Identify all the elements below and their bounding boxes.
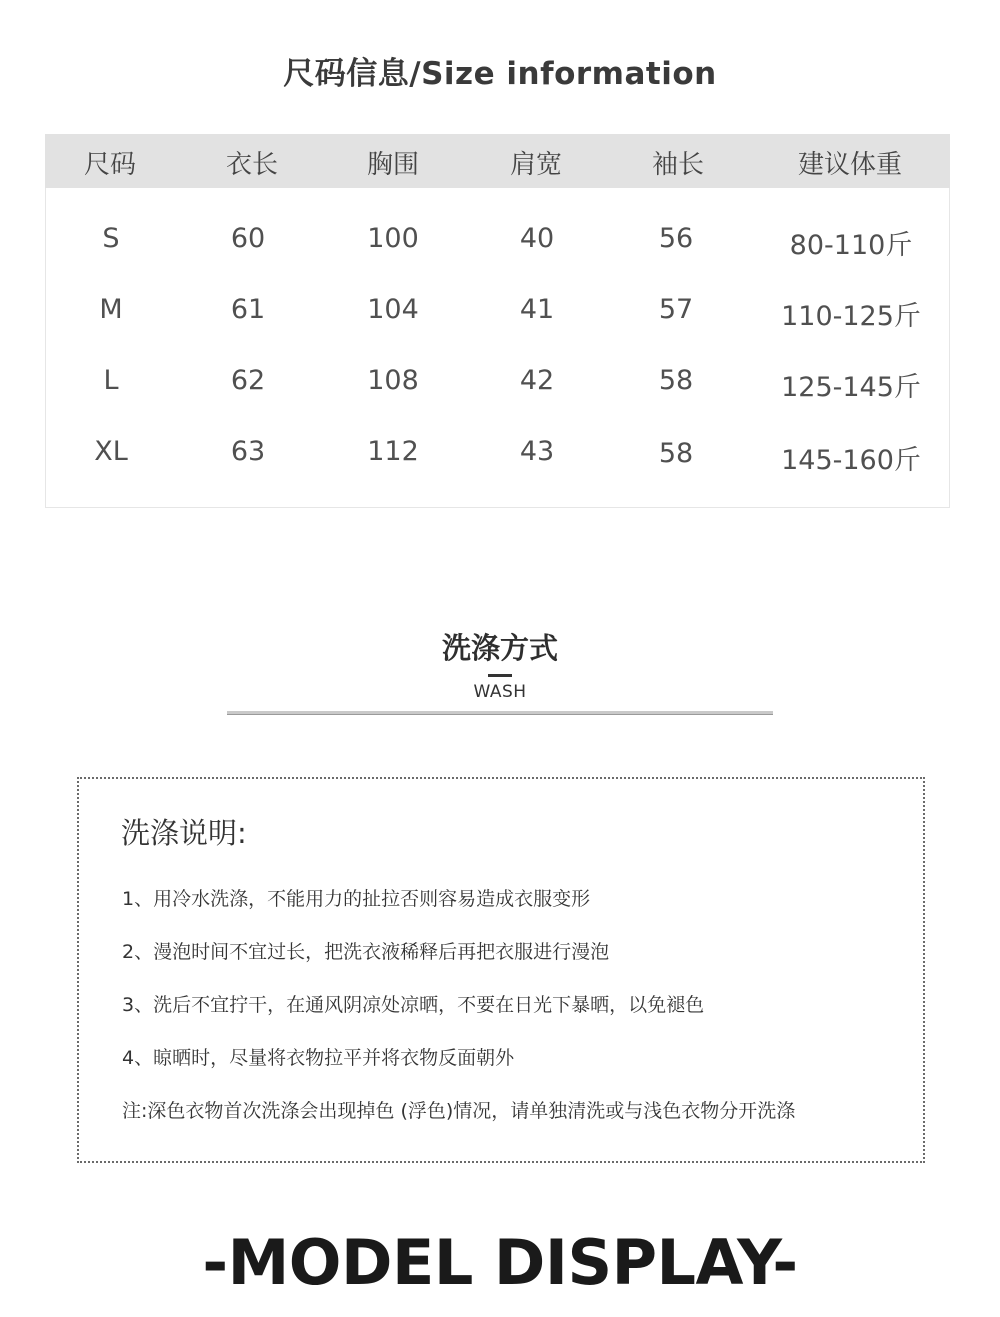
wash-divider	[227, 711, 773, 715]
wash-note: 注:深色衣物首次洗涤会出现掉色 (浮色)情况，请单独清洗或与浅色衣物分开洗涤	[122, 1100, 796, 1122]
table-cell: 110-125斤	[781, 301, 921, 332]
table-cell: 58	[658, 365, 694, 396]
size-table-header	[45, 134, 950, 188]
size-info-title: 尺码信息/Size information	[283, 56, 717, 92]
table-cell: 56	[658, 223, 694, 254]
table-cell: 125-145斤	[781, 372, 921, 403]
table-cell: 60	[230, 223, 266, 254]
header-chest: 胸围	[366, 150, 420, 180]
table-cell: 108	[367, 365, 419, 396]
table-cell: 41	[519, 294, 555, 325]
header-length: 衣长	[225, 150, 279, 180]
table-cell: L	[103, 365, 119, 396]
size-table	[45, 134, 950, 508]
wash-subheading: WASH	[473, 682, 527, 702]
table-cell: 62	[230, 365, 266, 396]
table-cell: 104	[367, 294, 419, 325]
wash-instruction-item: 2、漫泡时间不宜过长，把洗衣液稀释后再把衣服进行漫泡	[122, 941, 610, 963]
wash-instructions-title: 洗涤说明:	[121, 816, 247, 850]
table-cell: 112	[367, 436, 419, 467]
wash-instruction-item: 3、洗后不宜拧干，在通风阴凉处凉晒，不要在日光下暴晒，以免褪色	[122, 994, 705, 1016]
header-weight: 建议体重	[797, 150, 903, 180]
table-cell: 42	[519, 365, 555, 396]
table-cell: 80-110斤	[789, 230, 913, 261]
wash-instruction-item: 4、晾晒时，尽量将衣物拉平并将衣物反面朝外	[122, 1047, 515, 1069]
wash-instruction-item: 1、用冷水洗涤，不能用力的扯拉否则容易造成衣服变形	[122, 888, 591, 910]
header-size: 尺码	[83, 150, 137, 180]
table-cell: 40	[519, 223, 555, 254]
table-cell: 145-160斤	[781, 445, 921, 476]
table-cell: 63	[230, 436, 266, 467]
table-cell: M	[99, 294, 123, 325]
table-cell: 58	[658, 438, 694, 469]
wash-heading: 洗涤方式	[441, 631, 558, 665]
header-sleeve: 袖长	[651, 150, 705, 180]
table-cell: 100	[367, 223, 419, 254]
table-cell: XL	[94, 436, 128, 467]
table-cell: 43	[519, 436, 555, 467]
table-cell: 61	[230, 294, 266, 325]
table-cell: 57	[658, 294, 694, 325]
header-shoulder: 肩宽	[509, 150, 563, 180]
wash-heading-dash	[488, 674, 512, 677]
model-display-title: -MODEL DISPLAY-	[202, 1226, 798, 1299]
table-cell: S	[102, 223, 120, 254]
wash-instructions-box	[77, 777, 925, 1163]
